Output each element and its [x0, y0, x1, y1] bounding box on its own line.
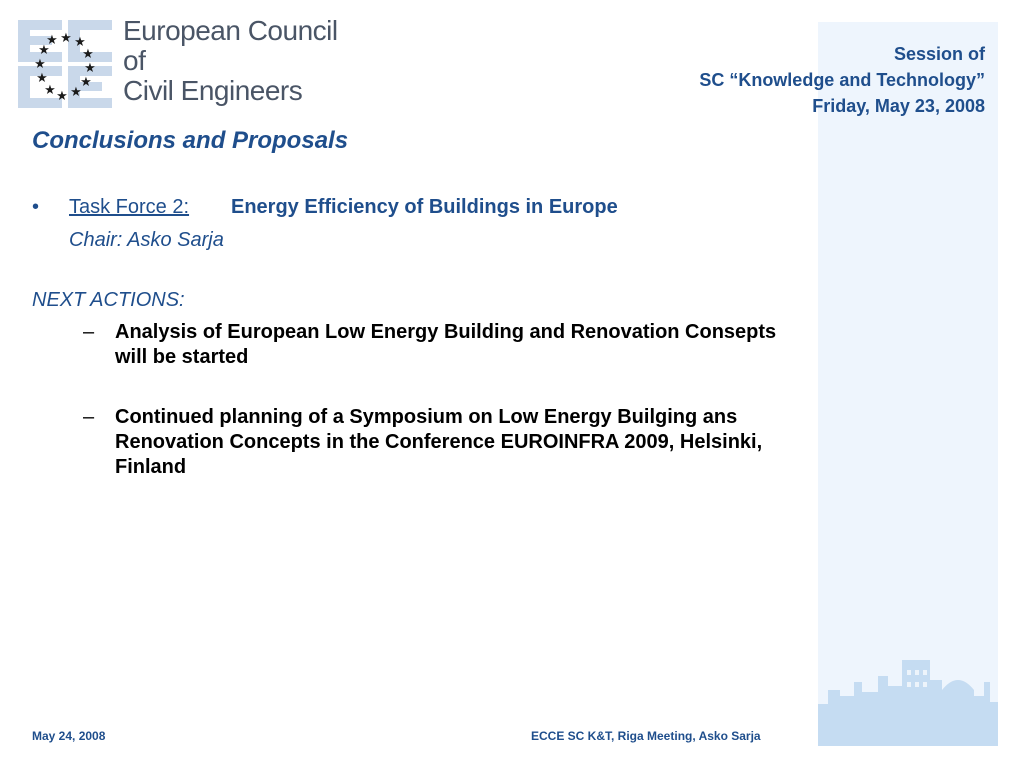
footer-credit: ECCE SC K&T, Riga Meeting, Asko Sarja: [531, 729, 761, 743]
svg-text:★: ★: [46, 33, 58, 48]
city-skyline-graphic: [818, 646, 998, 746]
slide-title: Conclusions and Proposals: [32, 127, 349, 154]
footer-date: May 24, 2008: [32, 729, 106, 743]
logo-line-1: European Council: [123, 15, 338, 46]
svg-text:★: ★: [74, 35, 86, 50]
svg-text:★: ★: [36, 71, 48, 86]
session-line-2: SC “Knowledge and Technology”: [699, 70, 985, 90]
task-force-label: Task Force 2:: [69, 196, 190, 218]
ecce-logo: [16, 14, 336, 114]
svg-text:★: ★: [38, 43, 50, 58]
dash-icon: –: [83, 321, 95, 343]
logo-line-2: of: [123, 45, 146, 76]
svg-text:★: ★: [84, 61, 96, 76]
side-decoration-panel: [818, 22, 998, 746]
action-item-text: Continued planning of a Symposium on Low Energy Builging ans Renovation Concepts in the Conference EUROINFRA 2009, Helsinki, Finland: [115, 406, 763, 478]
svg-text:★: ★: [80, 75, 92, 90]
svg-text:★: ★: [82, 47, 94, 62]
task-force-chair: Chair: Asko Sarja: [69, 229, 224, 251]
svg-text:★: ★: [44, 83, 56, 98]
task-force-name: Energy Efficiency of Buildings in Europe: [231, 196, 618, 218]
session-line-3: Friday, May 23, 2008: [812, 96, 985, 116]
svg-text:★: ★: [60, 31, 72, 46]
session-line-1: Session of: [893, 44, 985, 64]
action-item-text: Analysis of European Low Energy Building and Renovation Consepts will be started: [115, 321, 777, 368]
session-header: [699, 41, 985, 119]
logo-line-3: Civil Engineers: [123, 75, 303, 106]
ecce-emblem-icon: [16, 18, 116, 110]
bullet-icon: •: [32, 196, 40, 218]
logo-wordmark: [123, 16, 338, 106]
svg-text:★: ★: [70, 85, 82, 100]
next-actions-heading: NEXT ACTIONS:: [32, 289, 185, 311]
dash-icon: –: [83, 406, 95, 428]
svg-text:★: ★: [34, 57, 46, 72]
svg-text:★: ★: [56, 89, 68, 104]
